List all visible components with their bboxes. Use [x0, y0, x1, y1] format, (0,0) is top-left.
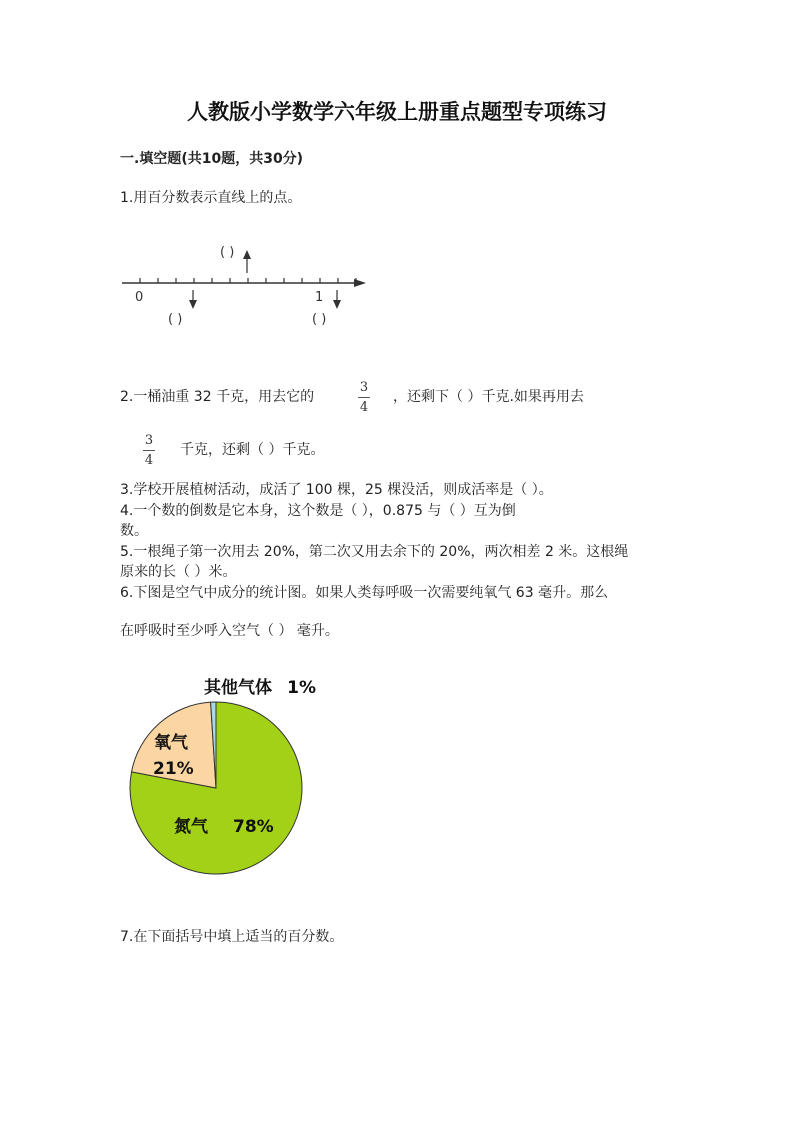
top-point-blank: ( )	[220, 245, 235, 260]
question-5-line1: 5.一根绳子第一次用去 20%，第二次又用去余下的 20%，两次相差 2 米。这根绳	[120, 544, 629, 560]
question-1-text: 1.用百分数表示直线上的点。	[120, 190, 302, 206]
question-4-line2: 数。	[120, 523, 148, 539]
air-composition-pie-chart	[120, 670, 320, 885]
left-point-arrow-head	[189, 300, 197, 309]
number-line-one-label: 1	[315, 290, 324, 305]
pie-label-other-name: 其他气体	[204, 678, 272, 698]
fraction-denominator: 4	[359, 400, 369, 415]
right-point-arrow-head	[333, 300, 341, 309]
section-heading: 一.填空题(共10题，共30分)	[120, 151, 304, 167]
pie-label-nitrogen-value: 78%	[233, 817, 274, 837]
page-title: 人教版小学数学六年级上册重点题型专项练习	[187, 99, 607, 124]
question-5-line2: 原来的长（ ）米。	[120, 564, 237, 580]
fraction-three-quarters-1	[358, 380, 370, 415]
top-point-arrow-head	[243, 250, 251, 259]
question-2-part1: 2.一桶油重 32 千克，用去它的	[120, 389, 315, 405]
right-point-blank: ( )	[312, 312, 327, 327]
question-6-line2: 在呼吸时至少呼入空气（ ） 毫升。	[120, 623, 339, 639]
question-3-text: 3.学校开展植树活动，成活了 100 棵，25 棵没活，则成活率是（ ）。	[120, 482, 553, 498]
fraction-numerator: 3	[144, 433, 154, 448]
pie-label-nitrogen-name: 氮气	[174, 817, 208, 837]
question-6-line1: 6.下图是空气中成分的统计图。如果人类每呼吸一次需要纯氧气 63 毫升。那么	[120, 585, 609, 601]
fraction-three-quarters-2	[143, 433, 155, 468]
pie-label-oxygen-name: 氧气	[154, 733, 188, 753]
fraction-denominator: 4	[144, 453, 154, 468]
fraction-numerator: 3	[359, 380, 369, 395]
pie-label-other-value: 1%	[287, 678, 316, 698]
question-2-part2: ，还剩下（ ）千克.如果再用去	[393, 389, 584, 405]
question-2-part3: 千克，还剩（ ）千克。	[180, 442, 325, 458]
left-point-blank: ( )	[168, 312, 183, 327]
number-line-figure	[110, 235, 380, 335]
pie-label-oxygen-value: 21%	[153, 759, 194, 779]
question-4-line1: 4.一个数的倒数是它本身，这个数是（ ），0.875 与（ ）互为倒	[120, 503, 516, 519]
question-7-text: 7.在下面括号中填上适当的百分数。	[120, 929, 344, 945]
number-line-zero-label: 0	[135, 290, 144, 305]
